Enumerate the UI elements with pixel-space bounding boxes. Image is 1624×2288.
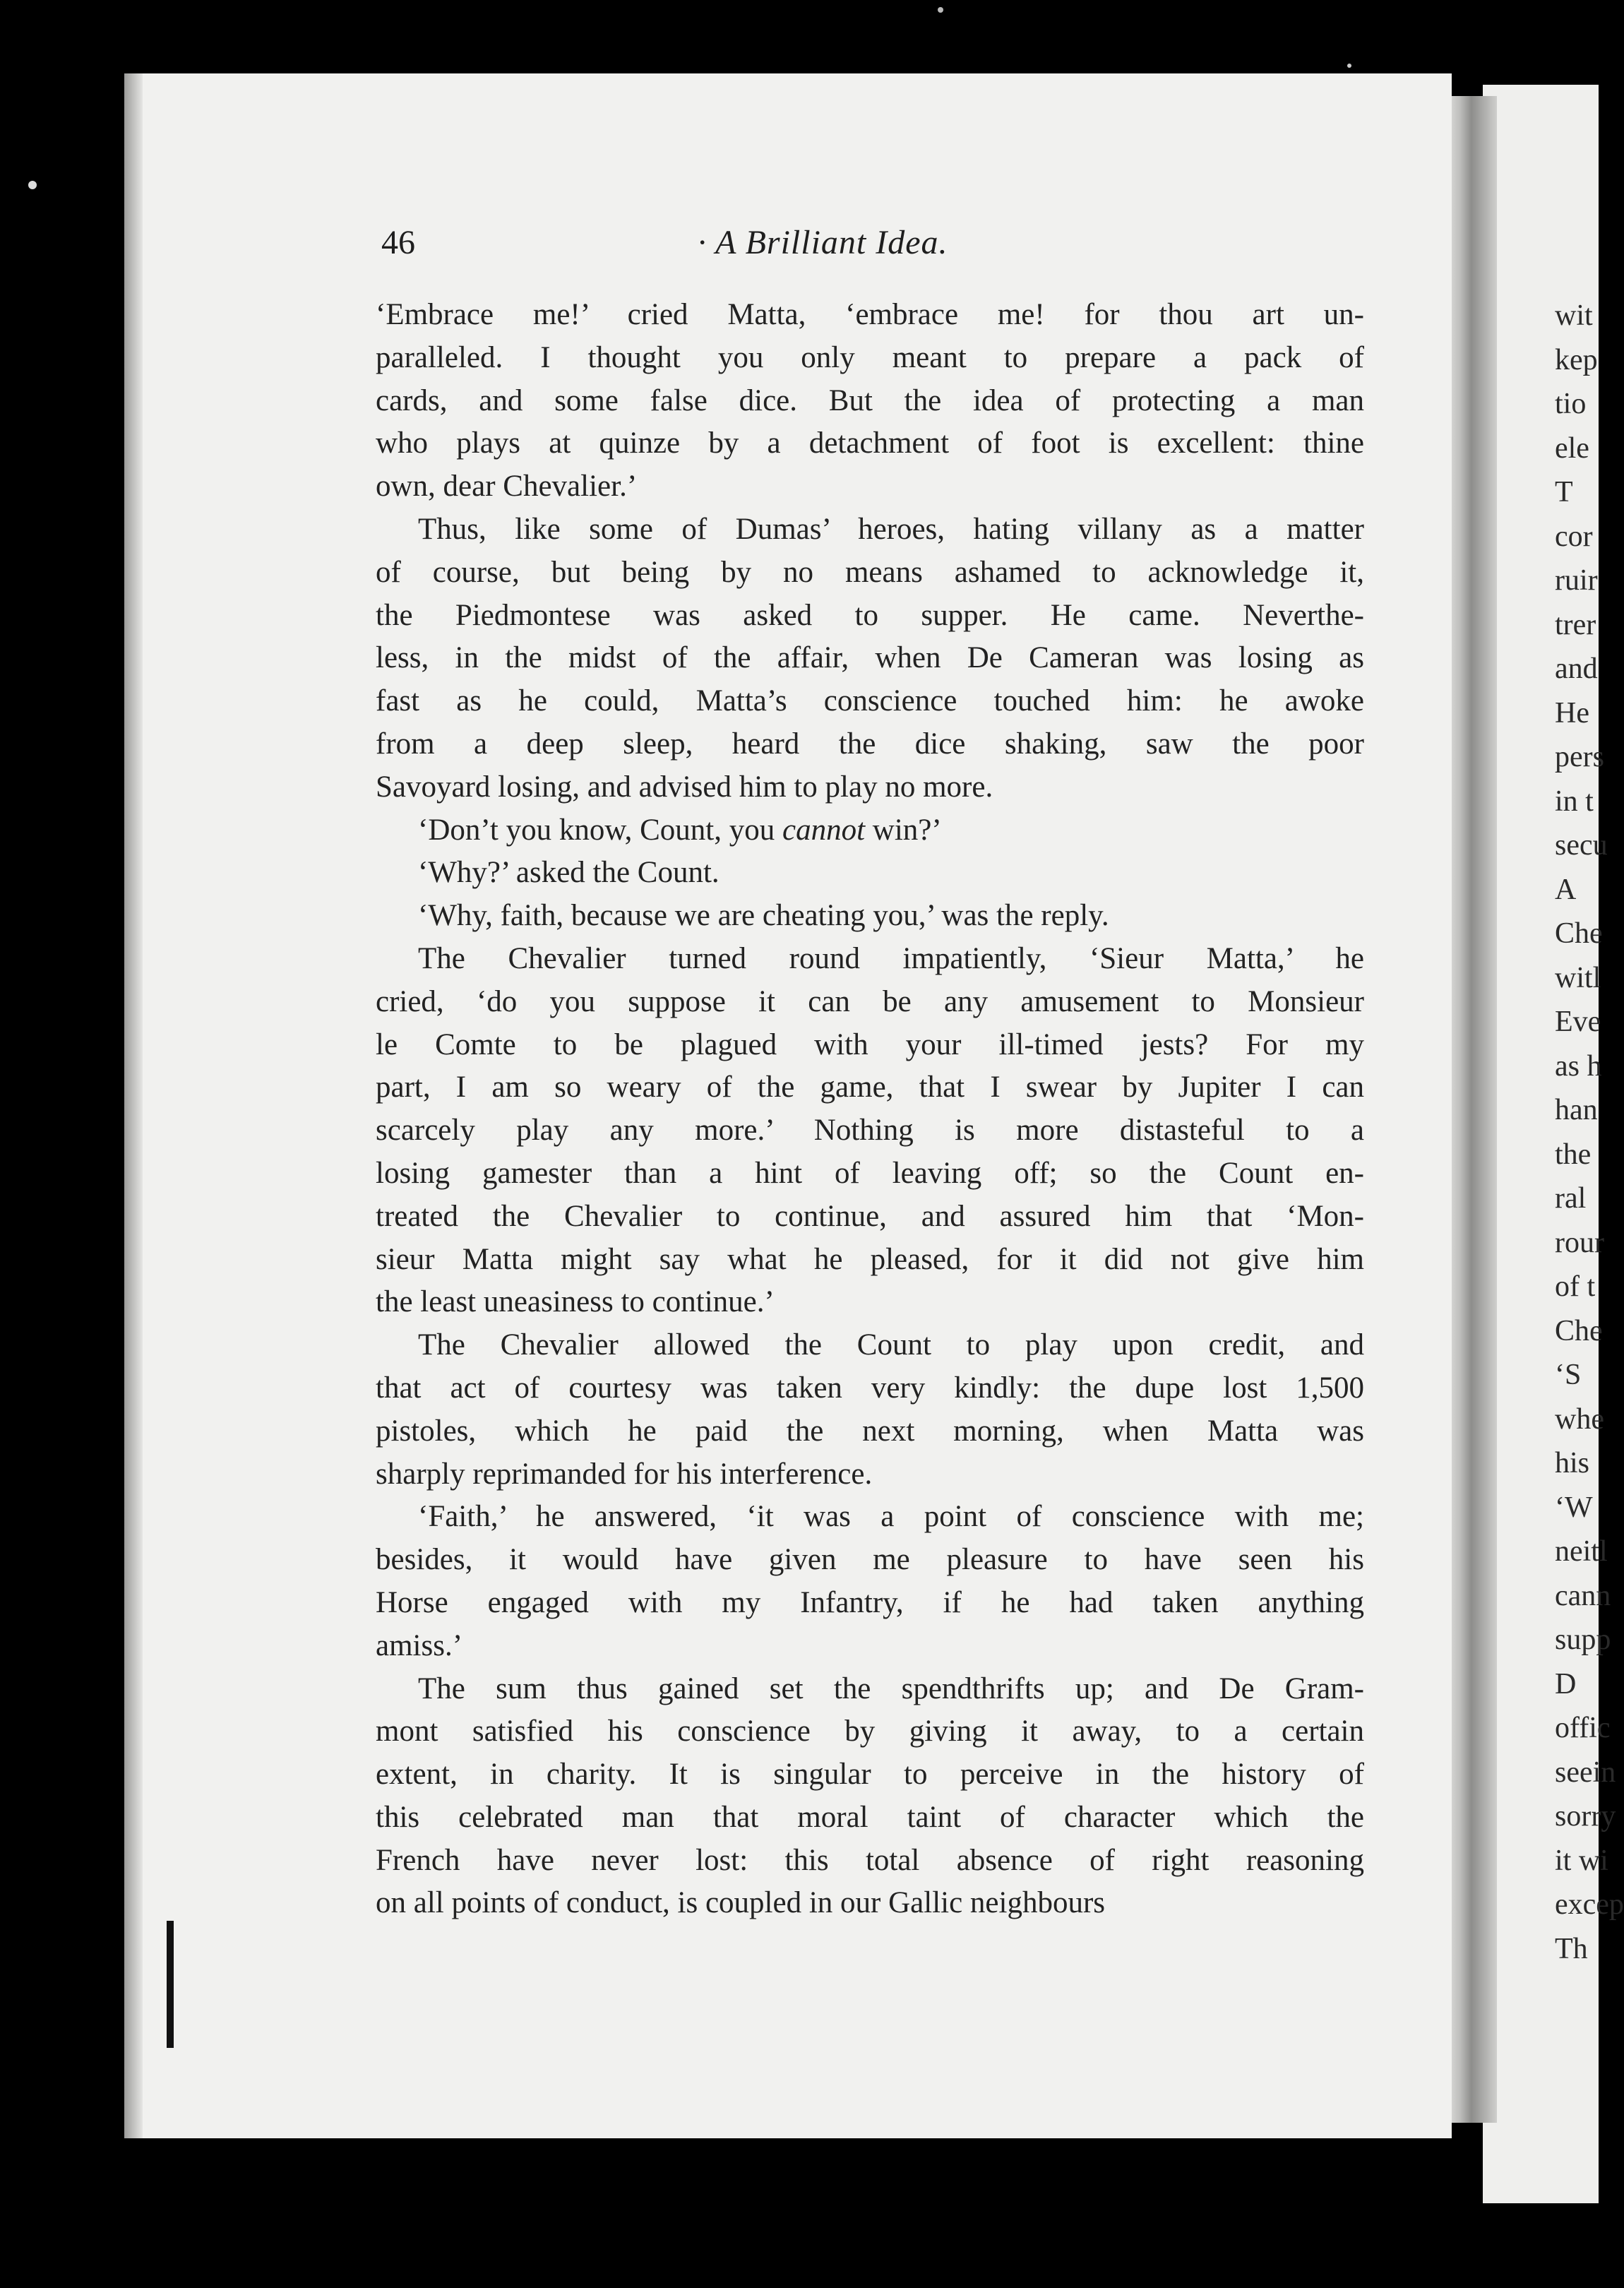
text-line: this celebrated man that moral taint of character which the	[376, 1800, 1364, 1834]
text-line: Thus, like some of Dumas’ heroes, hating villany as a matter	[418, 512, 1364, 546]
running-title: · A Brilliant Idea.	[698, 224, 948, 261]
right-page-fragment: Th	[1555, 1932, 1588, 1965]
text-line: extent, in charity. It is singular to perceive in the history of	[376, 1758, 1364, 1792]
right-page-fragment: cann	[1555, 1579, 1611, 1612]
text-line: French have never lost: this total absence of right reasoning	[376, 1843, 1364, 1877]
right-page-fragment: ele	[1555, 431, 1589, 465]
text-line: ‘Embrace me!’ cried Matta, ‘embrace me! for thou art un-	[376, 298, 1364, 331]
right-page-fragment: kep	[1555, 343, 1598, 376]
text-line: who plays at quinze by a detachment of foot is excellent: thine	[376, 427, 1364, 460]
right-page-fragment: excep	[1555, 1888, 1624, 1921]
text-line: part, I am so weary of the game, that I swear by Jupiter I can	[376, 1071, 1364, 1104]
text-line: amiss.’	[376, 1628, 463, 1662]
right-page-fragment: Che	[1555, 1314, 1603, 1347]
right-page-fragment: it wi	[1555, 1844, 1608, 1877]
right-page-fragment: ‘W	[1555, 1491, 1593, 1524]
text-line: Savoyard losing, and advised him to play no more.	[376, 770, 993, 804]
text-line: the least uneasiness to continue.’	[376, 1285, 775, 1319]
text-line: ‘Why, faith, because we are cheating you,’ was the reply.	[418, 899, 1109, 933]
body-text	[376, 294, 1364, 1925]
right-page-fragment: secu	[1555, 829, 1608, 862]
right-page-fragment: wit	[1555, 299, 1593, 332]
text-line: from a deep sleep, heard the dice shaking, saw the poor	[376, 727, 1364, 761]
right-page-fragment: rour	[1555, 1226, 1604, 1259]
right-page-fragment: of t	[1555, 1270, 1596, 1303]
text-line: sharply reprimanded for his interference.	[376, 1457, 873, 1491]
left-page-edge	[124, 73, 143, 2138]
text-line: sieur Matta might say what he pleased, for it did not give him	[376, 1242, 1364, 1276]
text-line: fast as he could, Matta’s conscience touched him: he awoke	[376, 684, 1364, 718]
right-page-fragment: Eve	[1555, 1006, 1601, 1038]
right-page-fragment: sorry	[1555, 1800, 1616, 1833]
right-page-fragment: tio	[1555, 388, 1587, 420]
text-line: pistoles, which he paid the next morning, when Matta was	[376, 1414, 1364, 1448]
text-line: losing gamester than a hint of leaving off; so the Count en-	[376, 1156, 1364, 1190]
text-line: The Chevalier turned round impatiently, ‘Sieur Matta,’ he	[418, 941, 1364, 975]
text-line: Horse engaged with my Infantry, if he had taken anything	[376, 1585, 1364, 1619]
text-line: that act of courtesy was taken very kindly: the dupe lost 1,500	[376, 1371, 1364, 1405]
right-page-fragment: the	[1555, 1138, 1592, 1171]
text-line: cried, ‘do you suppose it can be any amusement to Monsieur	[376, 984, 1364, 1018]
text-line: treated the Chevalier to continue, and assured him that ‘Mon-	[376, 1199, 1364, 1233]
text-line: ‘Don’t you know, Count, you cannot win?’	[418, 813, 942, 847]
right-page-fragment: whe	[1555, 1402, 1604, 1436]
right-page-fragment: D	[1555, 1667, 1577, 1700]
scan-speck	[28, 181, 37, 189]
right-page-fragment: ‘S	[1555, 1359, 1582, 1391]
right-page-fragment: ruir	[1555, 564, 1598, 597]
text-line: The Chevalier allowed the Count to play upon credit, and	[418, 1328, 1364, 1362]
right-page-fragment: He	[1555, 696, 1589, 729]
text-line: less, in the midst of the affair, when De Cameran was losing as	[376, 641, 1364, 675]
right-page-fragment: A	[1555, 873, 1577, 906]
right-page-fragment: Che	[1555, 917, 1603, 950]
text-line: paralleled. I thought you only meant to prepare a pack of	[376, 340, 1364, 374]
right-page-fragment: han	[1555, 1094, 1598, 1126]
margin-scan-mark	[167, 1921, 174, 2048]
text-line: besides, it would have given me pleasure to have seen his	[376, 1543, 1364, 1577]
right-page-fragment: as h	[1555, 1049, 1602, 1083]
text-line: le Comte to be plagued with your ill-timed jests? For my	[376, 1027, 1364, 1061]
right-page-fragment: in t	[1555, 785, 1594, 818]
text-line: own, dear Chevalier.’	[376, 470, 638, 504]
right-page-fragment: cor	[1555, 520, 1593, 553]
text-line: on all points of conduct, is coupled in our Gallic neighbours	[376, 1886, 1106, 1920]
text-line: The sum thus gained set the spendthrifts up; and De Gram-	[418, 1672, 1364, 1705]
page-header	[381, 223, 1370, 266]
right-page-fragment: offic	[1555, 1712, 1611, 1744]
right-page-fragment: witl	[1555, 961, 1601, 994]
right-page-text-fragments	[1555, 294, 1624, 1971]
text-line: ‘Faith,’ he answered, ‘it was a point of conscience with me;	[418, 1500, 1364, 1534]
right-page-fragment: his	[1555, 1447, 1590, 1479]
text-line: the Piedmontese was asked to supper. He came. Neverthe-	[376, 598, 1364, 632]
right-page-fragment: supp	[1555, 1623, 1611, 1656]
right-page-fragment: pers	[1555, 741, 1604, 773]
text-line: of course, but being by no means ashamed to acknowledge it,	[376, 555, 1364, 589]
right-page-fragment: T	[1555, 476, 1573, 508]
right-page-fragment: seein	[1555, 1756, 1616, 1789]
scan-speck	[1347, 64, 1351, 68]
right-page-fragment: neitl	[1555, 1535, 1608, 1568]
right-page-fragment: trer	[1555, 608, 1596, 641]
right-page-fragment: and	[1555, 653, 1598, 685]
text-line: cards, and some false dice. But the idea of protecting a man	[376, 383, 1364, 417]
text-line: scarcely play any more.’ Nothing is more distasteful to a	[376, 1114, 1364, 1148]
text-line: mont satisfied his conscience by giving it away, to a certain	[376, 1715, 1364, 1748]
text-line: ‘Why?’ asked the Count.	[418, 856, 720, 890]
scan-speck	[938, 7, 943, 13]
right-page-fragment: ral	[1555, 1182, 1587, 1215]
page-number: 46	[381, 224, 415, 261]
